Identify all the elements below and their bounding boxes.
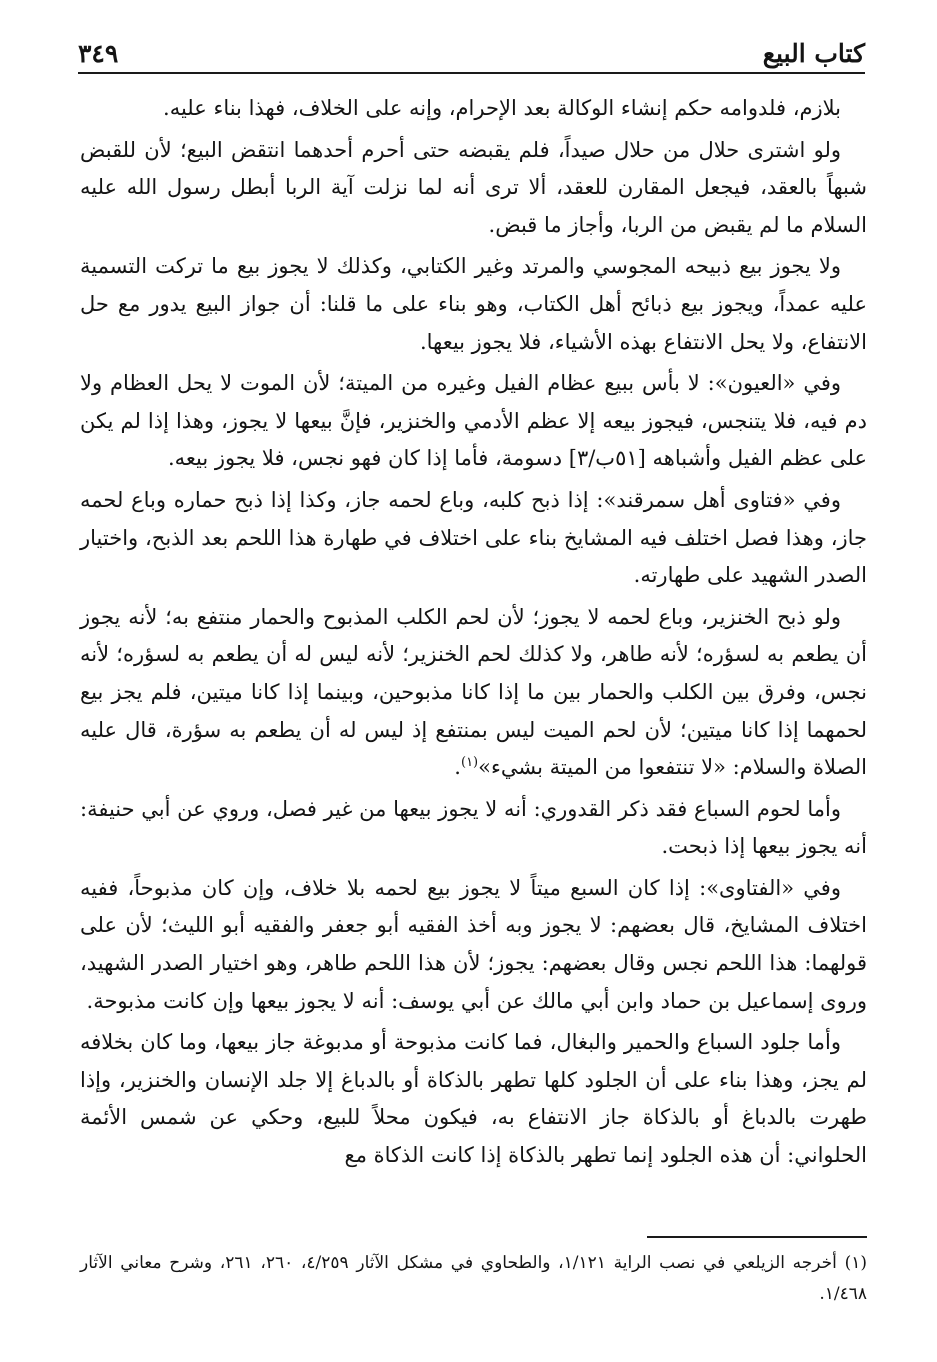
paragraph: بلازم، فلدوامه حكم إنشاء الوكالة بعد الإحرام، وإنه على الخلاف، فهذا بناء عليه. (163, 96, 841, 120)
paragraph-with-footnote (80, 599, 867, 787)
main-text (80, 90, 867, 1179)
paragraph: ولا يجوز بيع ذبيحه المجوسي والمرتد وغير الكتابي، وكذلك لا يجوز بيع ما تركت التسمية عليه عمداً، ويجوز بيع ذبائح أهل الكتاب، وهو بناء على ما قلنا: أن جواز البيع يدور مع حل الانتفاع، ولا يحل الانتفاع بهذه الأشياء، فلا يجوز بيعها. (80, 254, 867, 354)
running-title: كتاب البيع (762, 39, 865, 68)
paragraph-text: ولو ذبح الخنزير، وباع لحمه لا يجوز؛ لأن لحم الكلب المذبوح والحمار منتفع به؛ لأنه يجوز أن يطعم به لسؤره؛ لأنه طاهر، ولا كذلك لحم الخنزير؛ لأنه ليس له أن يطعم به لسؤره؛ لأنه نجس، وفرق بين الكلب والحمار بين ما إذا كانا مذبوحين، وبينما إذا كانا ميتين، فلم يجز بيع لحمهما إذا كانا ميتين؛ لأن لحم الميت ليس بمنتفع إذ ليس له أن يطعم به سؤرة، قال عليه الصلاة والسلام: «لا تنتفعوا من الميتة بشيء» (80, 604, 867, 780)
paragraph: ولو اشترى حلال من حلال صيداً، فلم يقبضه حتى أحرم أحدهما انتقض البيع؛ لأن للقبض شبهاً بالعقد، فيجعل المقارن للعقد، ألا ترى أنه لما نزلت آية الربا أبطل رسول الله عليه السلام ما لم يقبض من الربا، وأجاز ما قبض. (80, 137, 867, 237)
footnotes (80, 1248, 867, 1310)
footnote-divider (647, 1236, 867, 1238)
paragraph: وفي «فتاوى أهل سمرقند»: إذا ذبح كلبه، وباع لحمه جاز، وكذا إذا ذبح حماره وباع لحمه جاز، وهذا فصل اختلف فيه المشايخ بناء على اختلاف في طهارة هذا اللحم بعد الذبح، واختيار الصدر الشهيد على طهارته. (80, 487, 867, 588)
paragraph: وفي «العيون»: لا بأس ببيع عظام الفيل وغيره من الميتة؛ لأن الموت لا يحل العظام ولا دم فيه، فلا يتنجس، فيجوز بيعه إلا عظم الأدمي والخنزير، فإنَّ بيعها لا يجوز، وهذا إذا لم يكن على عظم الفيل وأشباهه [٥١ب/٣] دسومة، فأما إذا كان فهو نجس، فلا يجوز بيعه. (80, 371, 867, 471)
page-header (78, 28, 865, 74)
paragraph: وأما جلود السباع والحمير والبغال، فما كانت مذبوحة أو مدبوغة جاز بيعها، وما كان بخلافه لم يجز، وهذا بناء على أن الجلود كلها تطهر بالذكاة أو بالدباغ إلا جلد الإنسان والخنزير، وإذا طهرت بالدباغ أو بالذكاة جاز الانتفاع به، فيكون محلاً للبيع، وحكي عن شمس الأئمة الحلواني: أن هذه الجلود إنما تطهر بالذكاة إذا كانت الذكاة مع (80, 1030, 868, 1168)
paragraph: وفي «الفتاوى»: إذا كان السبع ميتاً لا يجوز بيع لحمه بلا خلاف، وإن كان مذبوحاً، ففيه اختلاف المشايخ، قال بعضهم: لا يجوز وبه أخذ الفقيه أبو جعفر والفقيه أبو الليث؛ لأن على قولهما: هذا اللحم نجس وقال بعضهم: يجوز؛ لأن هذا اللحم طاهر، وهو اختيار الصدر الشهيد، وروى إسماعيل بن حماد وابن أبي مالك عن أبي يوسف: أنه لا يجوز بيعها وإن كانت مذبوحة. (80, 875, 867, 1013)
page-number: ٣٤٩ (78, 39, 119, 68)
footnote: (١) أخرجه الزيلعي في نصب الراية ١/١٢١، والطحاوي في مشكل الآثار ٤/٢٥٩، ٢٦٠، ٢٦١، وشرح معاني الآثار ١/٤٦٨. (80, 1253, 867, 1304)
period: . (454, 755, 461, 780)
paragraph: وأما لحوم السباع فقد ذكر القدوري: أنه لا يجوز بيعها من غير فصل، وروي عن أبي حنيفة: أنه يجوز بيعها إذا ذبحت. (80, 796, 867, 859)
footnote-marker[interactable]: (١) (460, 755, 479, 771)
